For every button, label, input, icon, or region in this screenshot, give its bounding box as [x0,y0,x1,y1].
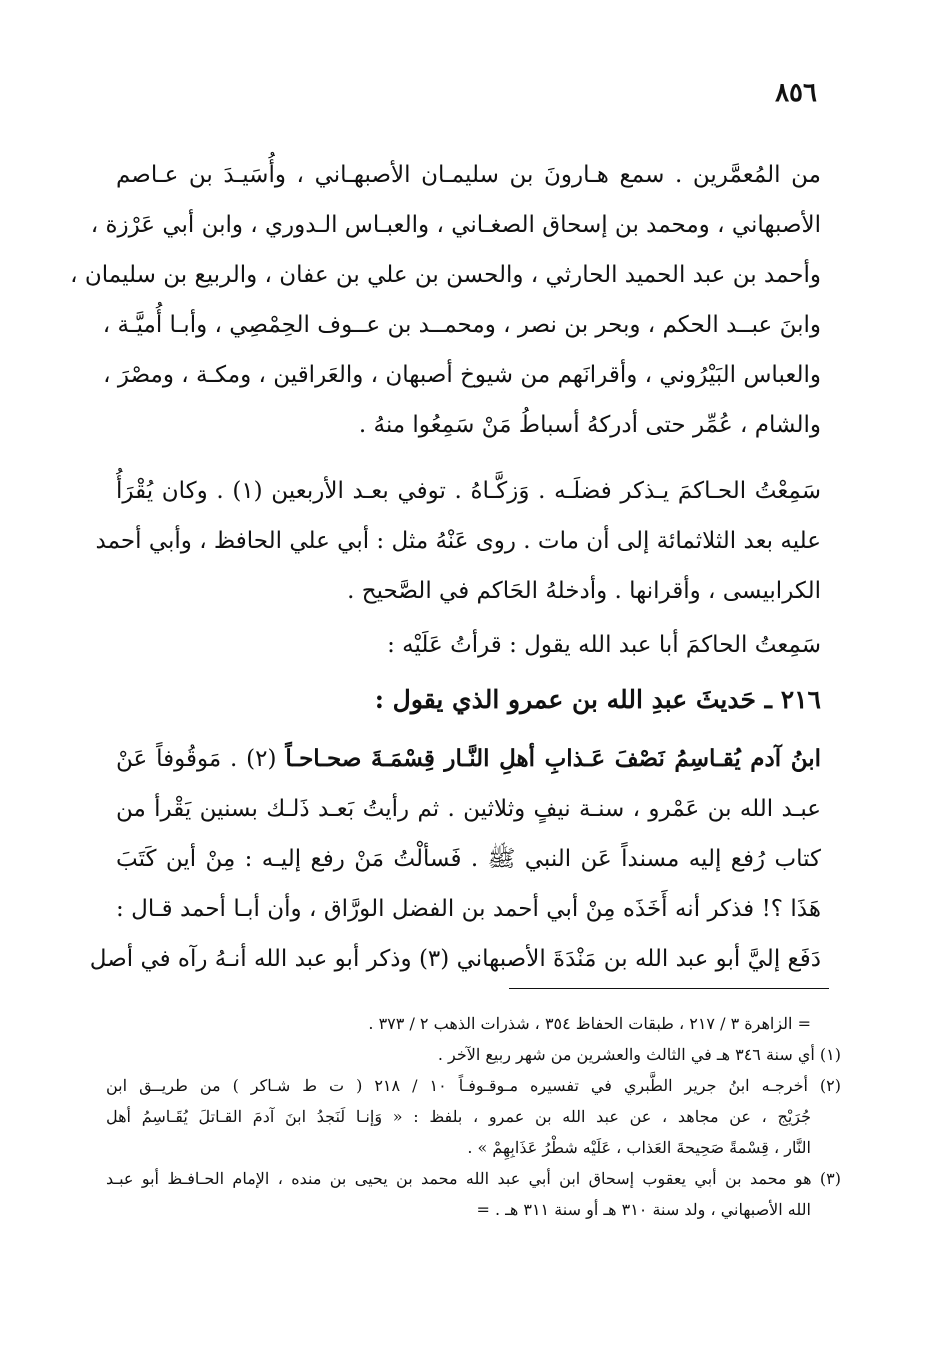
text-line: الأصبهاني ، ومحمد بن إسحاق الصغـاني ، والعبـاس الـدوري ، وابن أبي عَرْزة ، [90,212,821,238]
footnotes [106,1008,841,1225]
text-line: سَمِعْتُ الحـاكمَ يـذكر فضلَـه . وَزكَّـاهُ . توفي بعـد الأربعين (١) . وكان يُقْرَأُ [116,478,821,504]
text-line: والشام ، عُمِّر حتى أدركهُ أسباطُ مَنْ سَمِعُوا منهُ . [358,412,821,438]
text-line: وابنَ عبــد الحكم ، وبحر بن نصر ، ومحمــد بن عــوف الحِمْصِي ، وأبـا أُميَّـة ، [102,312,821,338]
paragraph-reading: سَمِعتُ الحاكمَ أبا عبد الله يقول : قرأتُ عَلَيْه : [387,632,821,658]
text-line: الكرابيسى ، وأقرانها . وأدخلهُ الحَاكم في الصَّحيح . [347,578,821,604]
text-line: وأحمد بن عبد الحميد الحارثي ، والحسن بن علي بن عفان ، والربيع بن سليمان ، [70,262,821,288]
hadith-text: ابنُ آدم يُقـاسِمُ نَصْفَ عَـذابِ أهلِ النَّـار قِسْمَـةَ صحـاحـاً [285,745,822,772]
text-line: دَفَع إليَّ أبو عبد الله بن مَنْدَةَ الأصبهاني (٣) وذكر أبو عبد الله أنـهُ رآه في أصل [89,946,821,972]
footnote-2 [106,1070,841,1163]
text-line: عليه بعد الثلاثمائة إلى أن مات . روى عَنْهُ مثل : أبي علي الحافظ ، وأبي أحمد [95,528,821,554]
text-line: من المُعمَّرين . سمع هـارونَ بن سليمـان الأصبهـاني ، وأُسَيـدَ بن عـاصم [116,162,821,188]
text-line: عبـد الله بن عَمْرو ، سنـة نيفٍ وثلاثين . ثم رأيتُ بَعـد ذَلـك بسنين يَقْرأ من [116,796,821,822]
text-line: والعباس البَيْرُوني ، وأقرانَهم من شيوخ أصبهان ، والعَراقين ، ومكـة ، ومصْرَ ، [103,362,821,388]
footnote-separator [509,988,829,989]
footnote-continuation: = الزاهرة ٣ / ٢١٧ ، طبقات الحفاظ ٣٥٤ ، شذرات الذهب ٢ / ٣٧٣ . [368,1014,811,1033]
hadith-heading: ٢١٦ ـ حَديثَ عبدِ الله بن عمرو الذي يقول : [374,685,821,714]
main-text [70,150,822,984]
text-line: هَذَا ؟! فذكر أنه أَخَذَه مِنْ أبي أحمد بن الفضل الورَّاق ، وأن أبـا أحمد قـال : [116,896,821,922]
footnote-line: النَّار ، قِسْمةً صَحِيحةَ العَذاب ، عَلَيْه شطْرُ عَذَابِهِمْ » . [467,1138,811,1157]
page-number: ٨٥٦ [775,78,817,108]
paragraph-hakim [95,466,821,616]
paragraph-hadith [89,734,822,984]
footnote-1: (١) أي سنة ٣٤٦ هـ في الثالث والعشرين من شهر ربيع الآخر . [437,1045,841,1064]
paragraph-gap [116,450,821,466]
text-line: كتاب رُفع إليه مسنداً عَن النبي ﷺ . فَسألْتُ مَنْ رفع إليـه : مِنْ أين كَتَبَ [116,846,821,872]
text-line [116,734,821,784]
footnote-line: الله الأصبهاني ، ولد سنة ٣١٠ هـ أو سنة ٣١١ هـ . = [476,1200,811,1219]
footnote-line: جُرَيْج ، عن مجاهد ، عن عبد الله بن عمرو ، بلفظ : « وَإنـا لَنَجدُ ابنَ آدمَ القـاتلَ يُقَـاسِمُ أهل [106,1107,811,1126]
footnote-line: (٣) هو محمد بن أبي يعقوب إسحاق ابن أبي عبد الله محمد بن يحيى بن منده ، الإمام الحـافـظ أبو عبـد [106,1169,841,1188]
hadith-note: (٢) . مَوقُوفاً عَنْ [116,746,286,772]
paragraph-biography [70,150,821,450]
footnote-3 [106,1163,841,1225]
footnote-line: (٢) أخرجـه ابنُ جرير الطَّبري في تفسيره مـوقـوفـاً ١٠ / ٢١٨ ( ت ط شـاكر ) من طريــق ابن [106,1076,841,1095]
